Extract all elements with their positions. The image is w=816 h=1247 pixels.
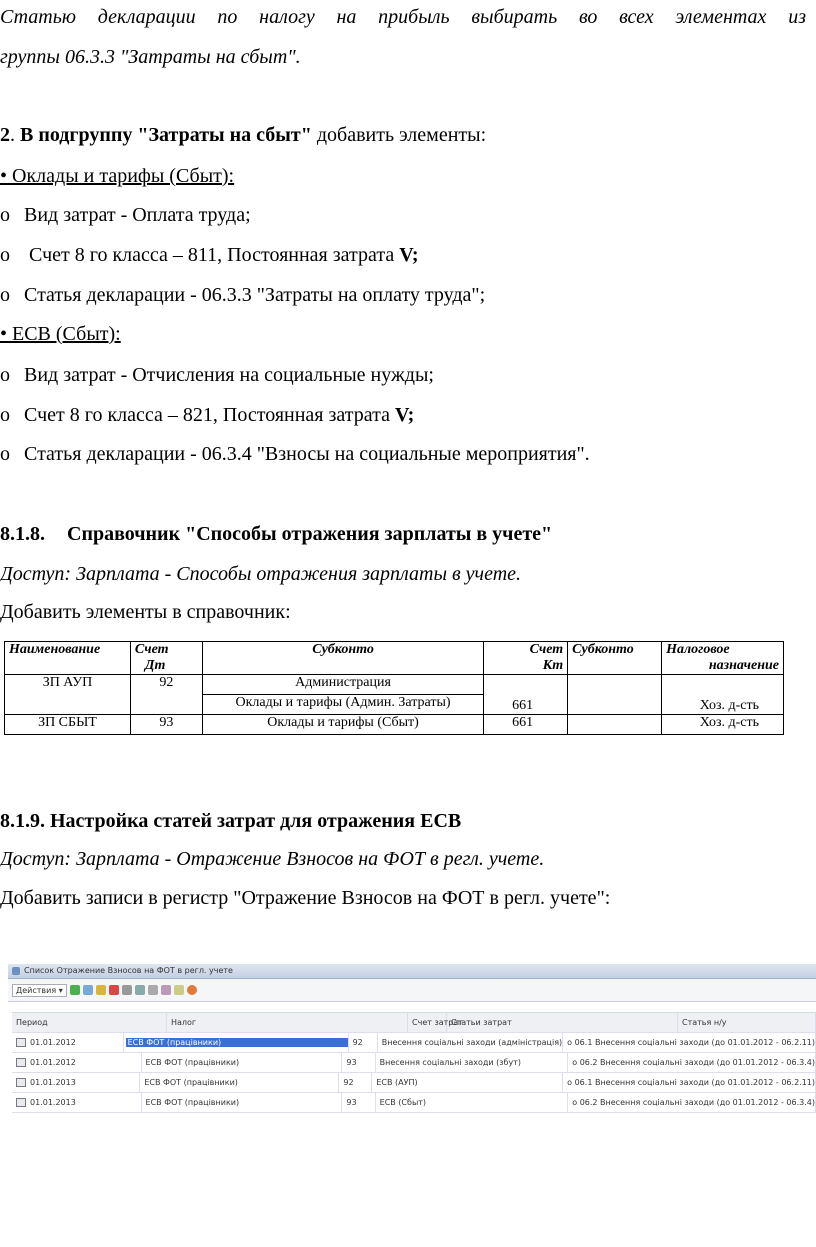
cell-account: 93 — [342, 1093, 375, 1112]
item-strong: V; — [399, 244, 419, 266]
cell-article: Внесення соціальні заходи (адміністрація) — [378, 1033, 563, 1052]
item-text: Вид затрат - Отчисления на социальные нужды; — [24, 364, 434, 386]
cell-period — [12, 1053, 142, 1072]
header-subconto-2: Субконто — [568, 642, 662, 675]
cell-subconto: Оклады и тарифы (Сбыт) — [202, 715, 483, 735]
copy-icon[interactable] — [83, 985, 93, 995]
header-subconto: Субконто — [202, 642, 483, 675]
item-text: Статья декларации - 06.3.3 "Затраты на оплату труда"; — [24, 284, 486, 306]
grid-row[interactable] — [12, 1053, 816, 1073]
bullet-marker: o — [0, 404, 10, 426]
cell-name: ЗП СБЫТ — [5, 715, 131, 735]
step2-number: 2 — [0, 124, 10, 146]
cell-debit: 92 — [130, 675, 202, 715]
step2-rest: добавить элементы: — [311, 124, 487, 146]
bullet-marker: o — [0, 443, 10, 465]
grid-row[interactable] — [12, 1073, 816, 1093]
bullet-marker: o — [0, 244, 10, 266]
cell-tax-article: о 06.1 Внесення соціальні заходи (до 01.01.2012 - 06.2.11) — [563, 1073, 816, 1092]
intro-line-2: группы 06.3.3 "Затраты на сбыт". — [0, 46, 301, 68]
intro-line-1: Статью декларации по налогу на прибыль выбирать во всех элементах из — [0, 6, 806, 28]
header-name: Наименование — [5, 642, 131, 675]
group2-item-2 — [0, 404, 414, 427]
section-818-access: Доступ: Зарплата - Способы отражения зарплаты в учете. — [0, 563, 522, 585]
cell-account: 92 — [339, 1073, 372, 1092]
cell-period — [12, 1093, 142, 1112]
section-number: 8.1.8. — [0, 523, 45, 545]
cell-period-value: 01.01.2012 — [30, 1038, 76, 1047]
header-tax-1: Налоговое — [666, 642, 730, 657]
window-title: Список Отражение Взносов на ФОТ в регл. учете — [24, 966, 233, 975]
cell-tax: Хоз. д-сть — [662, 675, 784, 715]
table-row — [5, 715, 784, 735]
cell-period-value: 01.01.2013 — [30, 1078, 76, 1087]
table-row — [5, 675, 784, 695]
section-819-heading — [0, 810, 461, 833]
col-article[interactable]: Статьи затрат — [447, 1013, 678, 1032]
filter-icon[interactable] — [148, 985, 158, 995]
cell-article: ЕСВ (АУП) — [372, 1073, 563, 1092]
cell-tax — [124, 1033, 349, 1052]
delete-icon[interactable] — [109, 985, 119, 995]
item-text: Вид затрат - Оплата труда; — [24, 204, 251, 226]
item-text: Счет 8 го класса – 821, Постоянная затрата — [24, 404, 395, 426]
cell-article: Внесення соціальні заходи (збут) — [376, 1053, 569, 1072]
cell-tax: ЕСВ ФОТ (працівники) — [140, 1073, 339, 1092]
record-icon — [16, 1078, 26, 1087]
group1-item-2 — [0, 244, 419, 267]
header-debit-2: Дт — [144, 658, 166, 673]
col-tax[interactable]: Налог — [167, 1013, 408, 1032]
step2-bold: В подгруппу "Затраты на сбыт" — [20, 124, 312, 146]
cell-tax-article: о 06.1 Внесення соціальні заходи (до 01.01.2012 - 06.2.11) — [563, 1033, 816, 1052]
window-titlebar — [8, 964, 816, 979]
section-819-access: Доступ: Зарплата - Отражение Взносов на ФОТ в регл. учете. — [0, 848, 545, 870]
register-grid — [12, 1012, 816, 1113]
cell-debit: 93 — [130, 715, 202, 735]
cell-tax-article: о 06.2 Внесення соціальні заходи (до 01.01.2012 - 06.3.4) — [568, 1053, 816, 1072]
grid-row[interactable] — [12, 1033, 816, 1053]
settings-icon[interactable] — [174, 985, 184, 995]
grid-header-row — [12, 1012, 816, 1033]
bullet-marker: o — [0, 284, 10, 306]
col-tax-article[interactable]: Статья н/у — [678, 1013, 816, 1032]
item-text: Статья декларации - 06.3.4 "Взносы на социальные мероприятия". — [24, 443, 590, 465]
group2-item-1 — [0, 364, 434, 387]
item-text: Счет 8 го класса – 811, Постоянная затрата — [24, 244, 400, 266]
cell-period-value: 01.01.2013 — [30, 1098, 76, 1107]
header-credit-1: Счет — [529, 642, 564, 657]
cell-subconto-2 — [568, 715, 662, 735]
cell-tax: Хоз. д-сть — [662, 715, 784, 735]
cell-account: 93 — [342, 1053, 375, 1072]
cell-period-value: 01.01.2012 — [30, 1058, 76, 1067]
cell-tax: ЕСВ ФОТ (працівники) — [142, 1093, 343, 1112]
group1-title: • Оклады и тарифы (Сбыт): — [0, 165, 235, 187]
group1-item-3 — [0, 284, 485, 307]
window-icon — [12, 967, 20, 975]
cell-credit: 661 — [484, 675, 568, 715]
item-strong: V; — [394, 404, 415, 426]
cell-credit: 661 — [484, 715, 568, 735]
col-account[interactable]: Счет затрат — [408, 1013, 447, 1032]
methods-table — [4, 641, 784, 735]
section-819-title: 8.1.9. Настройка статей затрат для отражения ЕСВ — [0, 810, 462, 832]
group2-title: • ЕСВ (Сбыт): — [0, 323, 121, 345]
actions-menu-button[interactable]: Действия ▾ — [12, 984, 67, 997]
header-debit-1: Счет — [134, 642, 169, 657]
bullet-marker: o — [0, 204, 10, 226]
cell-subconto: Администрация — [202, 675, 483, 695]
cell-tax-article: о 06.2 Внесення соціальні заходи (до 01.01.2012 - 06.3.4) — [568, 1093, 816, 1112]
section-818-heading — [0, 523, 552, 546]
find-icon[interactable] — [135, 985, 145, 995]
table-header-row — [5, 642, 784, 675]
cell-name: ЗП АУП — [5, 675, 131, 715]
edit-icon[interactable] — [96, 985, 106, 995]
header-tax — [662, 642, 784, 675]
add-icon[interactable] — [70, 985, 80, 995]
register-screenshot — [8, 964, 816, 1126]
cell-article: ЕСВ (Сбыт) — [376, 1093, 569, 1112]
toolbar — [8, 979, 816, 1002]
refresh-icon[interactable] — [122, 985, 132, 995]
cell-subconto: Оклады и тарифы (Админ. Затраты) — [202, 695, 483, 715]
record-icon — [16, 1038, 26, 1047]
section-819-add: Добавить записи в регистр "Отражение Взносов на ФОТ в регл. учете": — [0, 887, 611, 909]
cell-period — [12, 1033, 124, 1052]
group1-item-1 — [0, 204, 251, 227]
bullet-marker: o — [0, 364, 10, 386]
cell-period — [12, 1073, 140, 1092]
header-credit — [484, 642, 568, 675]
col-period[interactable]: Период — [12, 1013, 167, 1032]
group2-item-3 — [0, 443, 590, 466]
step2-separator: . — [10, 124, 20, 146]
help-icon[interactable] — [187, 985, 197, 995]
section-818-add: Добавить элементы в справочник: — [0, 601, 291, 623]
grid-row[interactable] — [12, 1093, 816, 1113]
record-icon — [16, 1098, 26, 1107]
section-title: Справочник "Способы отражения зарплаты в учете" — [67, 523, 553, 545]
cell-account: 92 — [349, 1033, 378, 1052]
header-debit — [130, 642, 202, 675]
sort-icon[interactable] — [161, 985, 171, 995]
header-tax-2: назначение — [708, 658, 779, 673]
record-icon — [16, 1058, 26, 1067]
header-credit-2: Кт — [542, 658, 564, 673]
cell-tax: ЕСВ ФОТ (працівники) — [142, 1053, 343, 1072]
step2-heading — [0, 124, 486, 147]
cell-tax-value[interactable]: ЕСВ ФОТ (працівники) — [126, 1038, 348, 1047]
cell-subconto-2 — [568, 675, 662, 715]
